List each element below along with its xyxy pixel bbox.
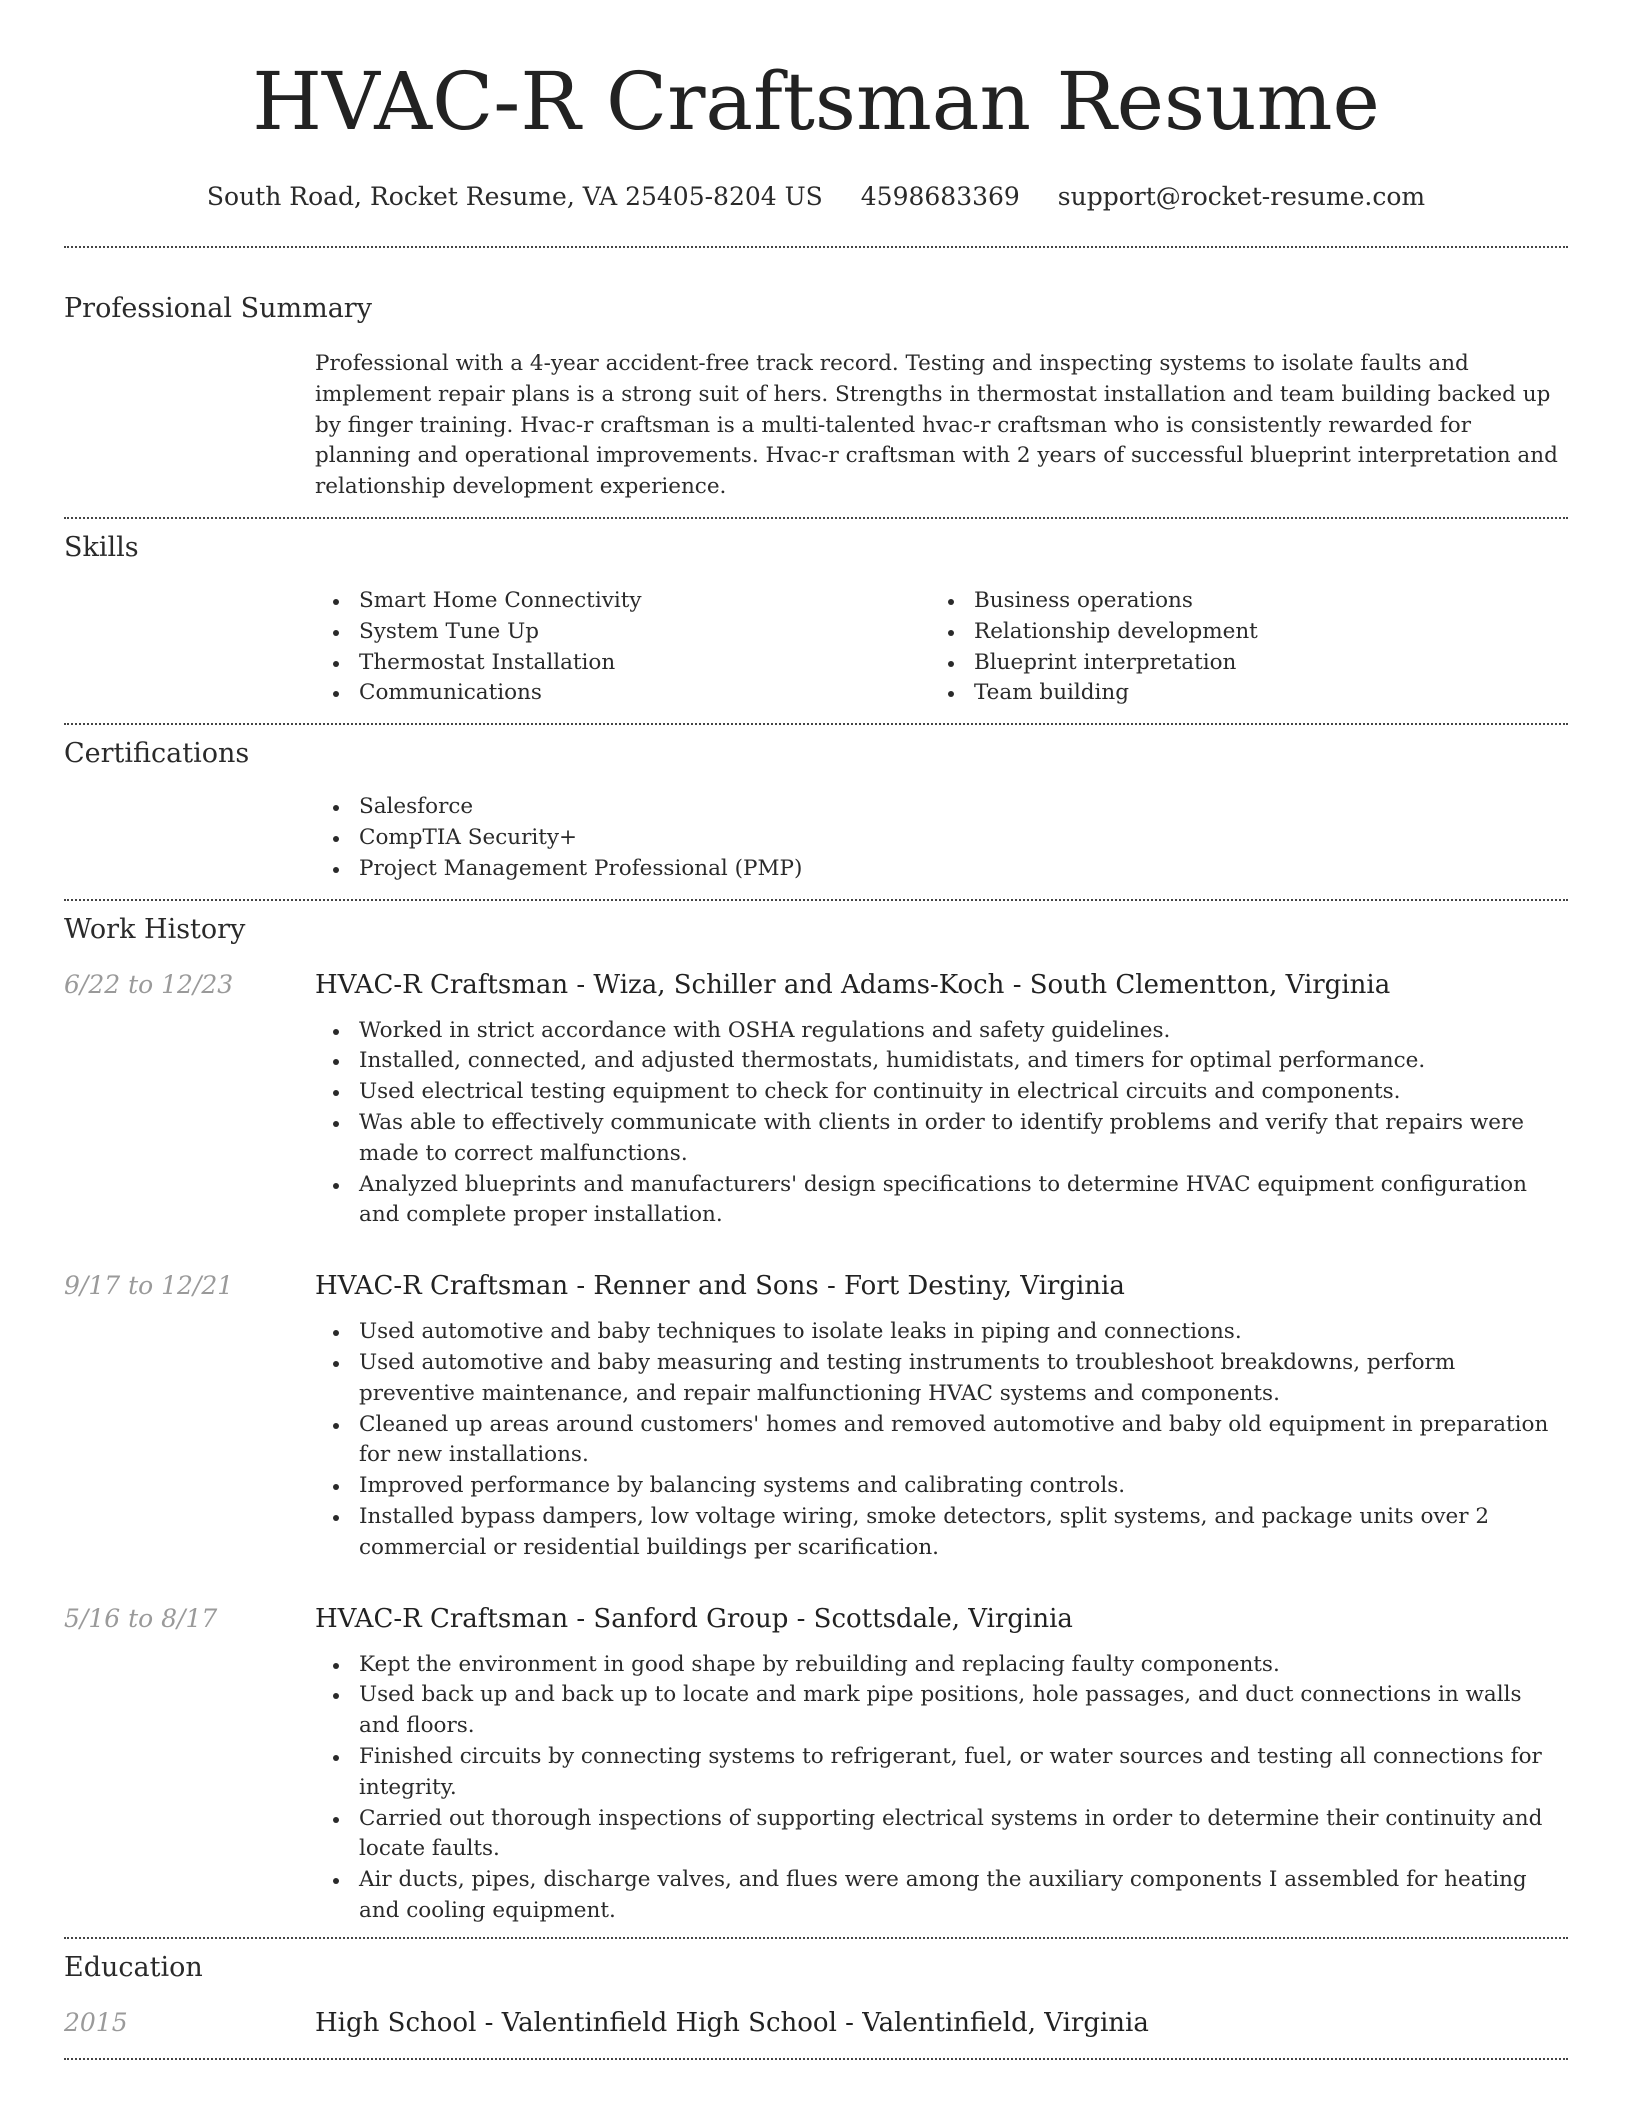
certification-item: Salesforce	[315, 792, 1568, 823]
job-bullet: Carried out thorough inspections of supporting electrical systems in order to determine their continuity and locate faults.	[315, 1804, 1568, 1866]
divider	[64, 2058, 1568, 2060]
skill-item: Team building	[930, 678, 1545, 709]
skill-item: Blueprint interpretation	[930, 648, 1545, 679]
education-entry	[64, 2006, 1568, 2040]
skill-item: Business operations	[930, 586, 1545, 617]
contact-email: support@rocket-resume.com	[1057, 182, 1426, 211]
certifications-list	[315, 792, 1568, 884]
certifications-section	[64, 725, 1568, 884]
job-heading: HVAC-R Craftsman - Wiza, Schiller and Adams-Koch - South Clementton, Virginia	[315, 969, 1391, 1000]
job-bullet: Was able to effectively communicate with clients in order to identify problems and verify that repairs were made to correct malfunctions.	[315, 1108, 1568, 1170]
skills-section	[64, 519, 1568, 709]
education-date: 2015	[64, 2007, 128, 2037]
skills-heading: Skills	[64, 531, 139, 563]
job-bullet: Improved performance by balancing systems and calibrating controls.	[315, 1471, 1568, 1502]
work-history-heading: Work History	[64, 913, 246, 945]
certification-item: Project Management Professional (PMP)	[315, 854, 1568, 885]
job-bullet: Installed, connected, and adjusted thermostats, humidistats, and timers for optimal performance.	[315, 1046, 1568, 1077]
job-date: 6/22 to 12/23	[64, 969, 234, 999]
job-bullet: Finished circuits by connecting systems to refrigerant, fuel, or water sources and testing all connections for integrity.	[315, 1742, 1568, 1804]
job-date: 5/16 to 8/17	[64, 1603, 218, 1633]
contact-address: South Road, Rocket Resume, VA 25405-8204 US	[206, 182, 823, 211]
job-bullets	[315, 1016, 1568, 1232]
skills-column-left	[315, 586, 930, 709]
job-bullet: Analyzed blueprints and manufacturers' design specifications to determine HVAC equipment configuration and complete proper installation.	[315, 1170, 1568, 1232]
skills-list	[315, 586, 1568, 709]
job-bullet: Air ducts, pipes, discharge valves, and flues were among the auxiliary components I assembled for heating and cooling equipment.	[315, 1865, 1568, 1927]
job-bullet: Used electrical testing equipment to check for continuity in electrical circuits and components.	[315, 1077, 1568, 1108]
summary-heading: Professional Summary	[64, 293, 372, 324]
job-entry	[64, 1269, 1568, 1563]
job-bullet: Used back up and back up to locate and mark pipe positions, hole passages, and duct connections in walls and floors.	[315, 1680, 1568, 1742]
job-bullets	[315, 1317, 1568, 1563]
skills-column-right	[930, 586, 1545, 709]
contact-line	[64, 180, 1568, 214]
skill-item: Relationship development	[930, 617, 1545, 648]
education-heading-line: High School - Valentinfield High School - Valentinfield, Virginia	[315, 2007, 1149, 2038]
job-entry	[64, 1602, 1568, 1927]
certification-item: CompTIA Security+	[315, 823, 1568, 854]
job-bullet: Worked in strict accordance with OSHA regulations and safety guidelines.	[315, 1016, 1568, 1047]
skill-item: Communications	[315, 678, 930, 709]
summary-section	[64, 248, 1568, 503]
resume-header	[64, 0, 1568, 214]
job-bullet: Kept the environment in good shape by rebuilding and replacing faulty components.	[315, 1650, 1568, 1681]
skill-item: Thermostat Installation	[315, 648, 930, 679]
resume-page	[64, 0, 1568, 2060]
job-entry	[64, 968, 1568, 1232]
contact-phone: 4598683369	[860, 182, 1020, 211]
skill-item: System Tune Up	[315, 617, 930, 648]
job-bullets	[315, 1650, 1568, 1927]
education-section	[64, 1939, 1568, 2040]
job-bullet: Installed bypass dampers, low voltage wiring, smoke detectors, split systems, and package units over 2 commercial or residential buildings per scarification.	[315, 1502, 1568, 1564]
skill-item: Smart Home Connectivity	[315, 586, 930, 617]
education-heading: Education	[64, 1951, 203, 1983]
job-bullet: Used automotive and baby techniques to isolate leaks in piping and connections.	[315, 1317, 1568, 1348]
certifications-heading: Certifications	[64, 738, 250, 770]
work-history-section	[64, 901, 1568, 1927]
job-bullet: Cleaned up areas around customers' homes and removed automotive and baby old equipment in preparation for new installations.	[315, 1410, 1568, 1472]
job-heading: HVAC-R Craftsman - Sanford Group - Scottsdale, Virginia	[315, 1603, 1073, 1634]
job-date: 9/17 to 12/21	[64, 1271, 234, 1301]
job-heading: HVAC-R Craftsman - Renner and Sons - Fort Destiny, Virginia	[315, 1271, 1125, 1302]
resume-title: HVAC-R Craftsman Resume	[252, 55, 1380, 148]
job-bullet: Used automotive and baby measuring and testing instruments to troubleshoot breakdowns, perform preventive maintenance, and repair malfunctioning HVAC systems and components.	[315, 1348, 1568, 1410]
summary-text: Professional with a 4-year accident-free track record. Testing and inspecting systems to isolate faults and implement repair plans is a strong suit of hers. Strengths in thermostat installation and team building backed up by finger training. Hvac-r craftsman is a multi-talented hvac-r craftsman who is consistently rewarded for planning and operational improvements. Hvac-r craftsman with 2 years of successful blueprint interpretation and relationship development experience.	[315, 351, 1558, 500]
